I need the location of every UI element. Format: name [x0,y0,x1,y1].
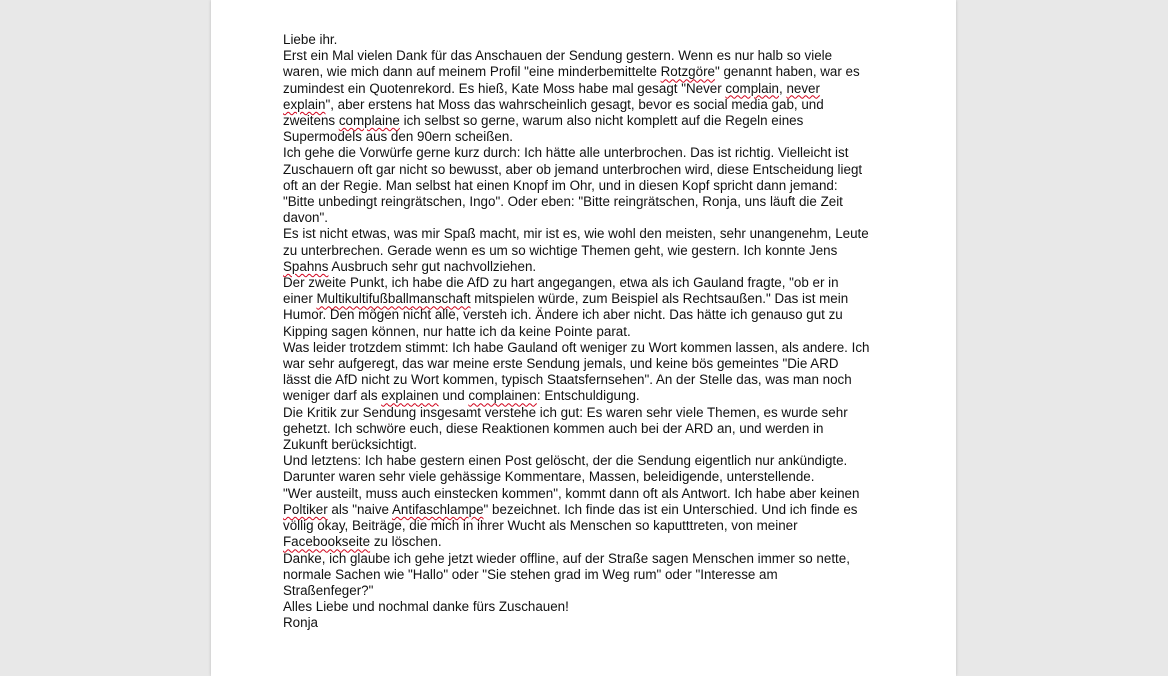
text-segment: : Entschuldigung. [536,388,640,404]
text-segment: Und letztens: Ich habe gestern einen Post gelöscht, der die Sendung eigentlich nur ankündigte. [283,453,848,469]
text-line [283,162,893,178]
text-segment: zu unterbrechen. Gerade wenn es um so wichtige Themen geht, wie gestern. Ich konnte Jens [283,242,838,258]
text-line [283,421,893,437]
text-line [283,64,893,80]
text-segment: Zukunft berücksichtigt. [283,437,417,453]
text-line [283,307,893,323]
text-segment: Erst ein Mal vielen Dank für das Anschauen der Sendung gestern. Wenn es nur halb so viele [283,48,833,64]
text-line [283,599,893,615]
text-segment: zweitens [283,113,339,129]
text-segment: Humor. Den mögen nicht alle, versteh ich. Ändere ich aber nicht. Das hätte ich genauso gut zu [283,307,843,323]
text-line [283,129,893,145]
text-segment: Die Kritik zur Sendung insgesamt verstehe ich gut: Es waren sehr viele Themen, es wurde sehr [283,404,848,420]
misspelled-word[interactable]: Antifaschlampe [391,501,484,517]
text-segment: Was leider trotzdem stimmt: Ich habe Gauland oft weniger zu Wort kommen lassen, als andere. Ich [283,339,870,355]
document-page[interactable] [211,0,956,676]
text-segment: einer [283,291,317,307]
text-segment: Straßenfeger?" [283,582,374,598]
text-segment: gehetzt. Ich schwöre euch, diese Reaktionen kommen auch bei der ARD an, und werden in [283,420,824,436]
text-line [283,372,893,388]
letter-body[interactable] [283,32,893,632]
misspelled-word[interactable]: explainen [381,388,439,404]
misspelled-word[interactable]: Multikultifußballmanschaft [316,291,471,307]
text-line [283,97,893,113]
text-segment: und [438,388,469,404]
text-segment: Liebe ihr. [283,32,338,47]
text-segment: "Wer austeilt, muss auch einstecken kommen", kommt dann oft als Antwort. Ich habe aber keinen [283,485,860,501]
text-line [283,48,893,64]
text-line [283,437,893,453]
misspelled-word[interactable]: explain [283,96,326,112]
text-segment: zu löschen. [370,534,442,550]
text-line [283,178,893,194]
text-line [283,340,893,356]
text-segment: ", aber erstens hat Moss das wahrscheinlich gesagt, bevor es social media gab, und [325,96,824,112]
text-line [283,405,893,421]
text-segment: mitspielen würde, zum Beispiel als Rechtsaußen." Das ist mein [470,291,849,307]
text-line [283,226,893,242]
text-line [283,113,893,129]
text-line [283,145,893,161]
text-segment: lässt die AfD nicht zu Wort kommen, typisch Staatsfernsehen". An der Stelle das, was man noch [283,372,852,388]
text-segment: " bezeichnet. Ich finde das ist ein Unterschied. Und ich finde es [483,501,858,517]
text-segment: Ich gehe die Vorwürfe gerne kurz durch: Ich hätte alle unterbrochen. Das ist richtig. Vielleicht ist [283,145,849,161]
text-line [283,486,893,502]
text-line [283,356,893,372]
text-segment: "Bitte unbedingt reingrätschen, Ingo". Oder eben: "Bitte reingrätschen, Ronja, uns läuft die Zeit [283,194,843,210]
text-segment: zumindest ein Quotenrekord. Es hieß, Kate Moss habe mal gesagt "Never [283,80,726,96]
text-line [283,502,893,518]
text-line [283,518,893,534]
text-segment: Supermodels aus den 90ern scheißen. [283,129,514,145]
misspelled-word[interactable]: complaine [338,113,400,129]
text-segment: davon". [283,210,328,226]
misspelled-word[interactable]: Facebookseite [283,534,371,550]
text-line [283,469,893,485]
text-segment: Ausbruch sehr gut nachvollziehen. [328,258,537,274]
text-segment: Alles Liebe und nochmal danke fürs Zuschauen! [283,599,569,615]
text-line [283,32,893,48]
text-line [283,243,893,259]
misspelled-word[interactable]: complainen [468,388,537,404]
text-segment: waren, wie mich dann auf meinem Profil "eine minderbemittelte [283,64,661,80]
text-segment: Darunter waren sehr viele gehässige Kommentare, Massen, beleidigende, unterstellende. [283,469,815,485]
text-line [283,259,893,275]
text-segment: Kipping sagen können, nur hatte ich da keine Pointe parat. [283,323,631,339]
text-line [283,534,893,550]
misspelled-word[interactable]: Poltiker [283,501,328,517]
text-line [283,210,893,226]
misspelled-word[interactable]: never [786,80,820,96]
text-segment: oft an der Regie. Man selbst hat einen Knopf im Ohr, und in diesen Kopf spricht dann jemand: [283,177,838,193]
text-segment: Danke, ich glaube ich gehe jetzt wieder offline, auf der Straße sagen Menschen immer so nette, [283,550,850,566]
text-line [283,615,893,631]
text-line [283,81,893,97]
misspelled-word[interactable]: Spahns [283,258,329,274]
text-line [283,291,893,307]
text-line [283,194,893,210]
text-line [283,583,893,599]
text-segment: normale Sachen wie "Hallo" oder "Sie stehen grad im Weg rum" oder "Interesse am [283,566,778,582]
misspelled-word[interactable]: Rotzgöre [660,64,715,80]
text-segment: Zuschauern oft gar nicht so bewusst, aber ob jemand unterbrochen wird, diese Entscheidung liegt [283,161,863,177]
text-line [283,453,893,469]
text-line [283,567,893,583]
text-segment: Der zweite Punkt, ich habe die AfD zu hart angegangen, etwa als ich Gauland fragte, "ob er in [283,275,839,291]
text-segment: , [779,80,787,96]
text-segment: Ronja [283,615,318,631]
text-line [283,551,893,567]
text-segment: völlig okay, Beiträge, die mich in ihrer Wucht als Menschen so kaputttreten, von meiner [283,518,798,534]
text-segment: war sehr aufgeregt, das war meine erste Sendung jemals, und keine bös gemeintes "Die ARD [283,356,839,372]
text-segment: Es ist nicht etwas, was mir Spaß macht, mir ist es, wie wohl den meisten, sehr unangenehm, Leute [283,226,869,242]
misspelled-word[interactable]: complain [725,80,779,96]
text-line [283,388,893,404]
text-segment: als "naive [327,501,392,517]
text-segment: weniger darf als [283,388,382,404]
text-segment: " genannt haben, war es [714,64,860,80]
text-segment: ich selbst so gerne, warum also nicht komplett auf die Regeln eines [399,113,804,129]
text-line [283,324,893,340]
text-line [283,275,893,291]
